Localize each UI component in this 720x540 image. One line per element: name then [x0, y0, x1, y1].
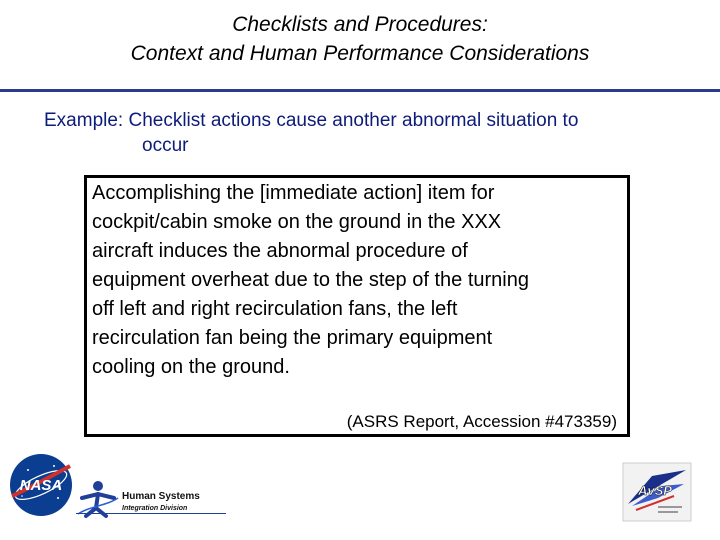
slide-title [0, 10, 720, 68]
nasa-logo-text: NASA [19, 477, 63, 494]
avsp-logo [622, 462, 692, 522]
nasa-logo [8, 452, 74, 518]
quote-line: Accomplishing the [immediate action] item for [92, 182, 495, 204]
avsp-logo-text: AvSP [638, 483, 672, 498]
hsi-division: Integration Division [122, 505, 188, 512]
quote-citation: (ASRS Report, Accession #473359) [346, 412, 617, 431]
hsi-underline [76, 513, 226, 514]
slide-title-line-1: Checklists and Procedures: [232, 13, 488, 36]
quote-line: equipment overheat due to the step of the turning [92, 269, 529, 291]
quote-line: aircraft induces the abnormal procedure of [92, 240, 468, 262]
slide-title-line-2: Context and Human Performance Considerations [130, 42, 590, 65]
example-line-1: Example: Checklist actions cause another abnormal situation to [44, 110, 579, 131]
quote-line: recirculation fan being the primary equipment [92, 327, 493, 349]
hsi-name: Human Systems [122, 491, 200, 502]
example-line-2: occur [142, 135, 189, 156]
quote-line: cooling on the ground. [92, 356, 290, 378]
quote-box [84, 175, 630, 437]
hsi-logo [76, 478, 236, 520]
quote-line: off left and right recirculation fans, the left [92, 298, 458, 320]
example-heading [44, 108, 704, 158]
title-divider [0, 89, 720, 92]
quote-text [92, 179, 627, 382]
quote-line: cockpit/cabin smoke on the ground in the XXX [92, 211, 502, 233]
